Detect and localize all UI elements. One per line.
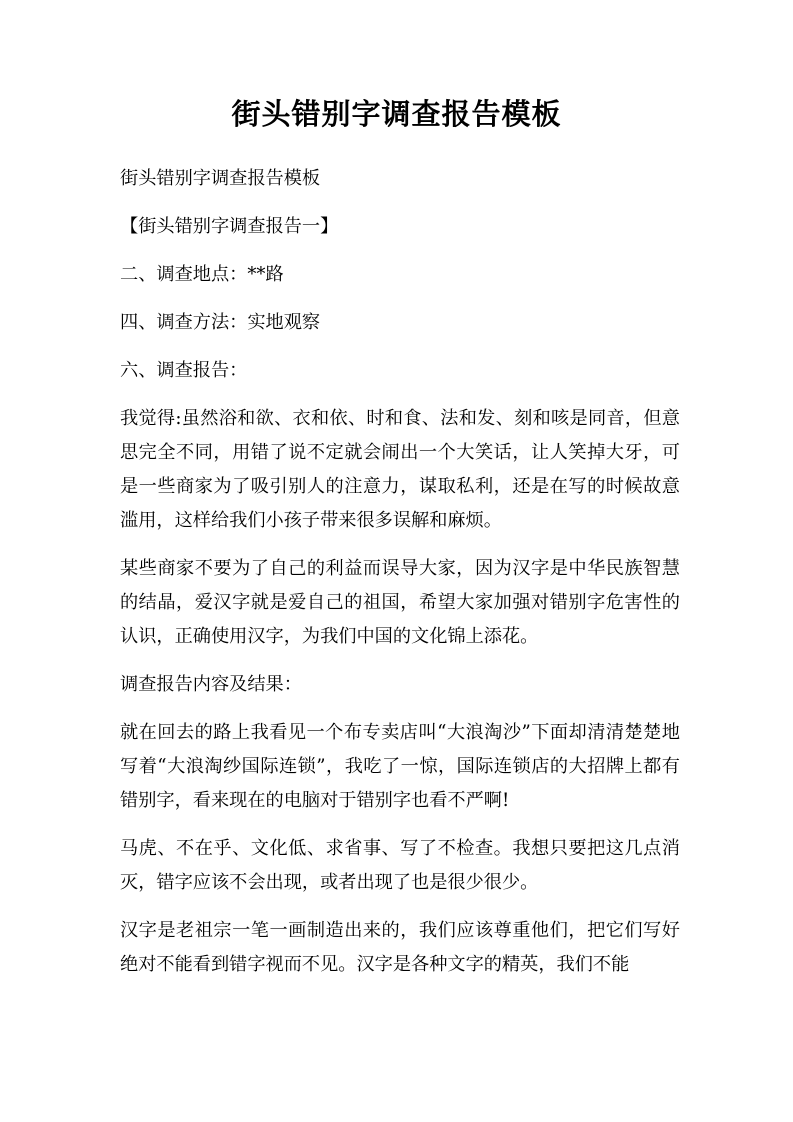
paragraph-location: 二、调查地点：**路 [120,264,284,285]
paragraph-method: 四、调查方法：实地观察 [120,312,321,333]
paragraph-opinion: 我觉得:虽然浴和欲、衣和依、时和食、法和发、刻和咳是同音，但意思完全不同，用错了说不定就会闹出一个大笑话，让人笑掉大牙，可是一些商家为了吸引别人的注意力，谋取私利，还是在写的时候故意滥用，这样给我们小孩子带来很多误解和麻烦。 [120,408,680,531]
paragraph-conclusion: 汉字是老祖宗一笔一画制造出来的，我们应该尊重他们，把它们写好绝对不能看到错字视而不见。汉字是各种文字的精英，我们不能 [120,920,680,975]
paragraph-subtitle: 街头错别字调查报告模板 [120,168,321,189]
paragraph-merchants: 某些商家不要为了自己的利益而误导大家，因为汉字是中华民族智慧的结晶，爱汉字就是爱自己的祖国，希望大家加强对错别字危害性的认识，正确使用汉字，为我们中国的文化锦上添花。 [120,558,680,647]
paragraph-shop-sign: 就在回去的路上我看见一个布专卖店叫“大浪淘沙”下面却清清楚楚地写着“大浪淘纱国际连锁”，我吃了一惊，国际连锁店的大招牌上都有错别字，看来现在的电脑对于错别字也看不严啊! [120,722,680,811]
paragraph-report-label: 六、调查报告： [120,360,248,381]
document-title: 街头错别字调查报告模板 [231,97,562,131]
paragraph-causes: 马虎、不在乎、文化低、求省事、写了不检查。我想只要把这几点消灭，错字应该不会出现，或者出现了也是很少很少。 [120,838,680,893]
paragraph-results-label: 调查报告内容及结果： [120,674,302,695]
paragraph-section-heading: 【街头错别字调查报告一】 [120,216,339,237]
document-body [120,162,680,982]
